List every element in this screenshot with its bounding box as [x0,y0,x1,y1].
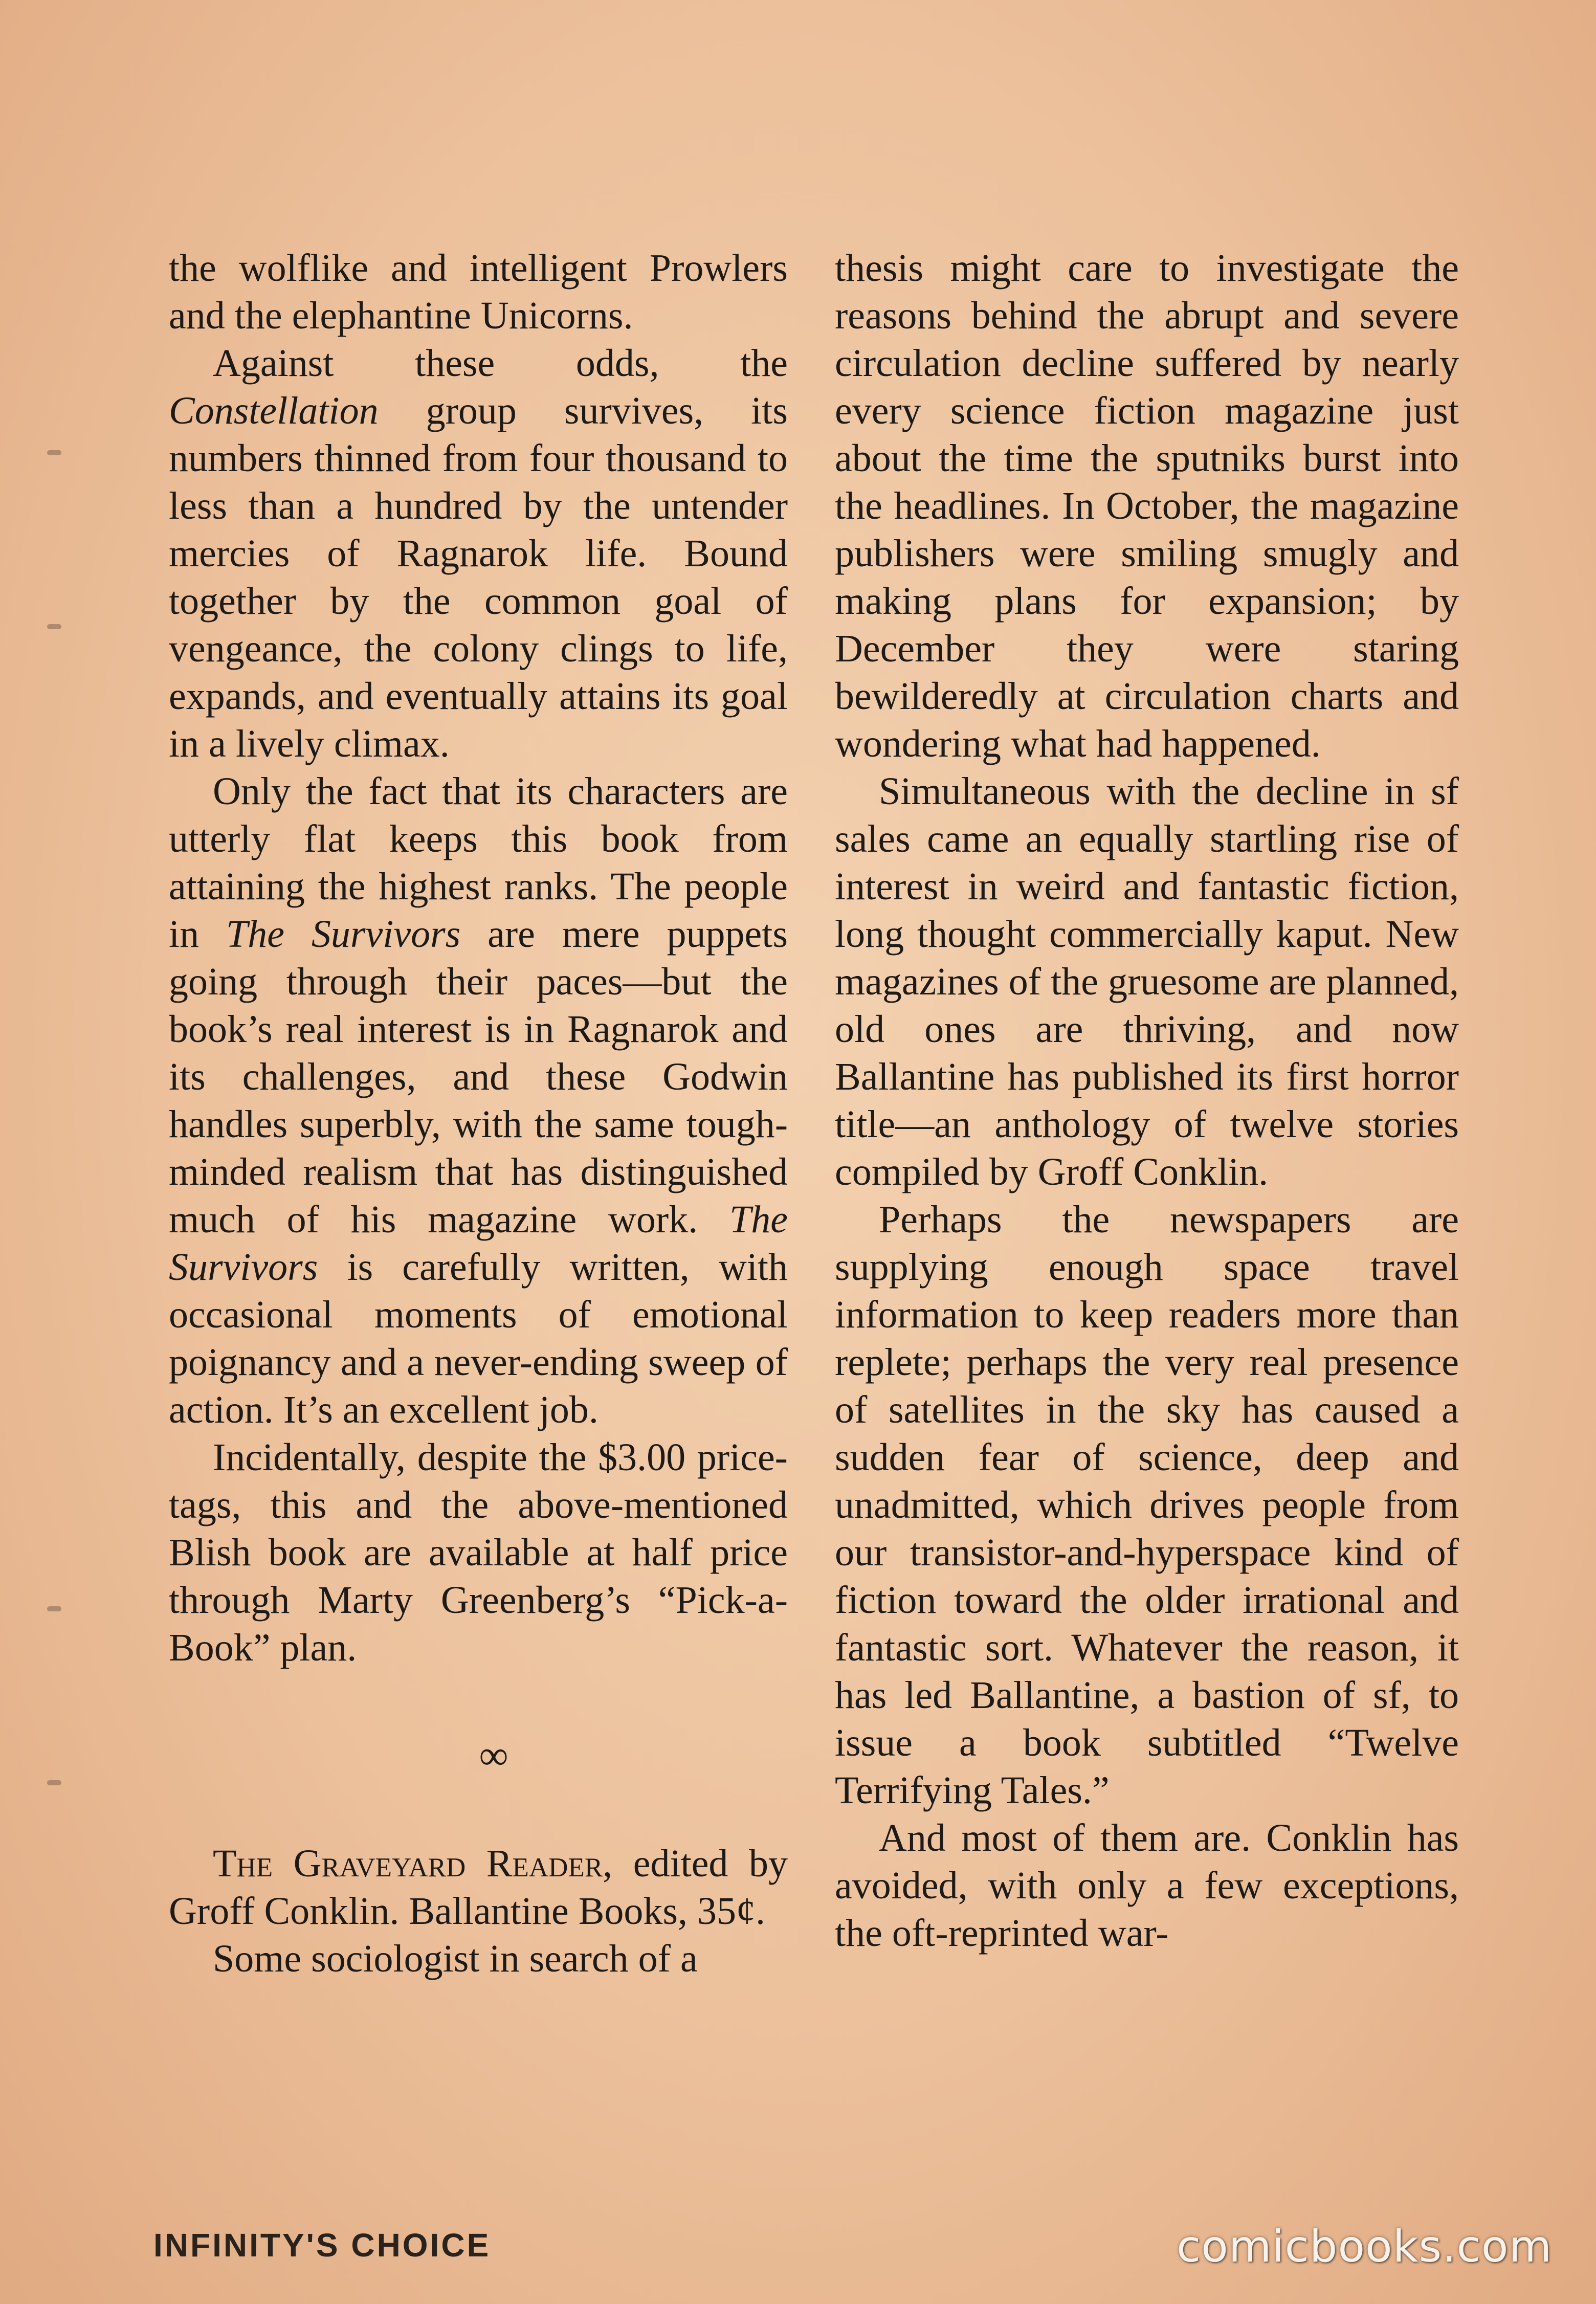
left-column [169,245,788,1983]
paragraph: Perhaps the newspapers are supplying enough space travel information to keep readers more than replete; perhaps the very real presence of satellites in the sky has caused a sudden fear of science, deep and unadmitted, which drives people from our transistor-and-hyperspace kind of fiction toward the older irrational and fantastic sort. Whatever the reason, it has led Ballantine, a bastion of sf, to issue a book subtitled “Twelve Terrifying Tales.” [835,1198,1459,1812]
watermark: comicbooks.com [1177,2221,1553,2272]
binding-mark [47,450,61,455]
binding-mark [47,1606,61,1611]
paragraph [169,340,788,768]
paragraph: And most of them are. Conklin has avoided, with only a few exceptions, the oft-reprinted war- [835,1816,1459,1955]
text-span: is carefully written, with occasional moments of emotional poignancy and a never-ending sweep of action. It’s an excellent job. [169,1246,788,1431]
text-span: Against these odds, the [213,342,788,385]
section-separator: ∞ [479,1733,508,1778]
italic-title: Constellation [169,389,379,432]
text-span: group survives, its numbers thinned from four thousand to less than a hundred by the untender mercies of Ragnarok life. Bound together by the common goal of vengeance, the colony clings to life, expands, and eventually attains its goal in a lively climax. [169,389,788,765]
paragraph: thesis might care to investigate the reasons behind the abrupt and severe circulation decline suffered by nearly every science fiction magazine just about the time the sputniks burst into the headlines. In October, the magazine publishers were smiling smugly and making plans for expansion; by December they were staring bewilderedly at circulation charts and wondering what had happened. [835,247,1459,765]
paragraph: Simultaneous with the decline in sf sales came an equally startling rise of interest in weird and fantastic fiction, long thought commercially kaput. New magazines of the gruesome are planned, old ones are thriving, and now Ballantine has published its first horror title—an anthology of twelve stories compiled by Groff Conklin. [835,770,1459,1193]
italic-title: The Survivors [169,1198,788,1289]
text-span: are mere puppets going through their paces—but the book’s real interest is in Ragnarok and its challenges, and these Godwin handles superbly, with the same tough-minded realism that has distinguished much of his magazine work. [169,913,788,1241]
paragraph: Some sociologist in search of a [213,1937,698,1980]
right-column [835,245,1459,1957]
binding-mark [47,624,61,629]
paragraph: the wolflike and intelligent Prowlers and the elephantine Unicorns. [169,247,788,337]
text-span: Only the fact that its characters are utterly flat keeps this book from attaining the highest ranks. The people in [169,770,788,956]
paragraph: Incidentally, despite the $3.00 price-tags, this and the above-mentioned Blish book are available at half price through Marty Greenberg’s “Pick-a-Book” plan. [169,1436,788,1669]
book-title: The Graveyard Reader [213,1842,603,1885]
binding-mark [47,1780,61,1785]
running-footer: INFINITY'S CHOICE [153,2227,491,2264]
paragraph [169,768,788,1434]
italic-title: The Survivors [226,913,461,956]
text-span: , edited by Groff Conklin. Ballantine Books, 35¢. [169,1842,788,1933]
review-heading [169,1840,788,1935]
